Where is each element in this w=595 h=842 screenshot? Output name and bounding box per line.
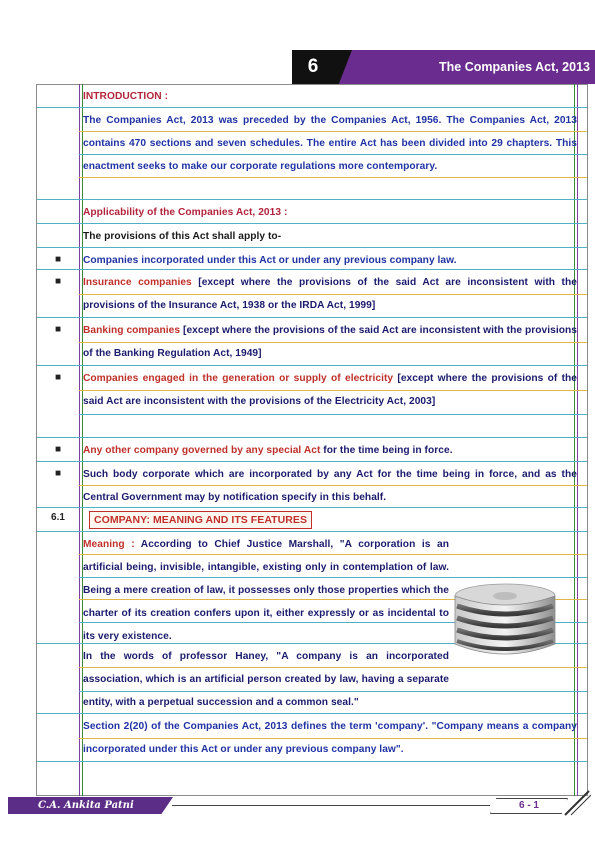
highlight-text: Any other company governed by any special Act [83,445,321,456]
footer-rule [172,805,490,806]
content-row [37,714,587,762]
line-rule [79,390,587,391]
footer-slash-decoration [563,789,591,817]
bullet-icon: ■ [54,444,62,455]
content-row [37,200,587,224]
line-rule [79,691,587,692]
bullet-icon: ■ [54,468,62,479]
body-text: Applicability of the Companies Act, 2013 : [83,207,288,218]
row-text [83,463,577,509]
section-heading: COMPANY: MEANING AND ITS FEATURES [89,511,312,529]
line-rule [79,485,587,486]
line-rule [79,294,587,295]
bullet-icon: ■ [54,372,62,383]
row-marker: 6.1 [51,512,65,523]
row-text [83,201,577,224]
content-row [37,270,587,318]
highlight-text: Companies engaged in the generation or supply of electricity [83,373,394,384]
line-rule [79,131,587,132]
body-text: [except where the provisions of the said Act are inconsistent with the provisions of the Insurance Act, 1938 or the IRDA Act, 1999] [83,277,577,311]
row-text [83,439,577,462]
body-text: [except where the provisions of the said Act are inconsistent with the provisions of the Electricity Act, 2003] [83,373,578,407]
highlight-text: Banking companies [83,325,181,336]
office-building-icon [445,574,565,660]
body-text: According to Chief Justice Marshall, "A corporation is an artificial being, invisible, intangible, existing only in contemplation of law. Being a mere creation of law, it possesses only those properties which the charter of its creation confers upon it, either expressly or as incidental to its very existence. [83,539,449,642]
line-rule [79,554,587,555]
content-row [37,462,587,508]
line-rule [79,342,587,343]
row-text [83,109,577,178]
content-row [37,318,587,366]
line-rule [79,414,587,415]
content-row [37,224,587,248]
line-rule [79,177,587,178]
bullet-icon: ■ [54,324,62,335]
body-text: [except where the provisions of the said Act are inconsistent with the provisions of the Banking Regulation Act, 1949] [83,325,578,359]
body-text: The Companies Act, 2013 was preceded by the Companies Act, 1956. The Companies Act, 2013 contains 470 sections and seven schedules. The entire Act has been divided into 29 chapters. This enactment seeks to make our corporate regulations more contemporary. [83,115,577,172]
page-number: 6 - 1 [518,800,539,811]
highlight-text: Insurance companies [83,277,192,288]
content-row [37,508,587,532]
content-row [37,366,587,438]
chapter-number: 6 [307,56,319,77]
highlight-text: Meaning : [83,539,135,550]
body-text: Companies incorporated under this Act or under any previous company law. [83,255,457,266]
bullet-icon: ■ [54,276,62,287]
body-text: Such body corporate which are incorporated by any Act for the time being in force, and as the Central Government may by notification specify in this behalf. [83,469,577,503]
content-row [37,108,587,200]
content-row [37,84,587,108]
content-row [37,438,587,462]
row-text [89,511,577,530]
body-text: In the words of professor Haney, "A company is an incorporated association, which is an artificial person created by law, having a separate entity, with a perpetual succession and a common seal." [83,651,449,708]
row-text [83,225,577,248]
body-text: for the time being in force. [320,445,453,456]
line-rule [79,738,587,739]
body-text: The provisions of this Act shall apply to- [83,231,282,242]
footer-author: C.A. Ankita Patni [38,800,134,811]
content-row [37,248,587,270]
line-rule [79,154,587,155]
book-title: The Companies Act, 2013 [439,60,590,74]
line-rule [79,667,587,668]
row-text [83,249,577,272]
bullet-icon: ■ [54,254,62,265]
body-text: Section 2(20) of the Companies Act, 2013 defines the term 'company'. "Company means a company incorporated under this Act or under any previous company law". [83,721,577,755]
body-text: INTRODUCTION : [83,91,169,102]
row-text [83,85,577,108]
